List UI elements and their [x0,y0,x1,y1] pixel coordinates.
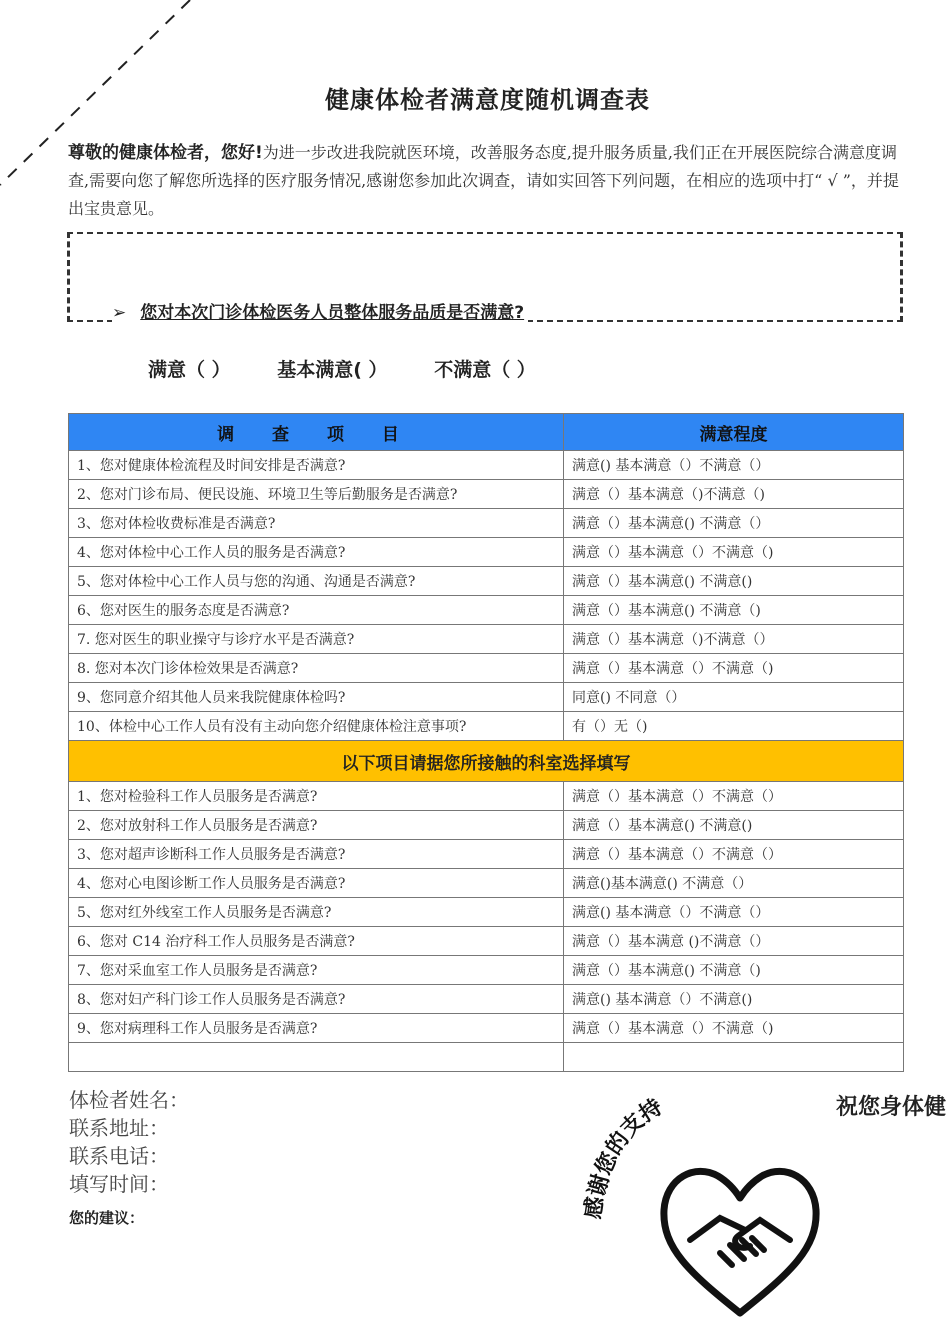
survey-answer-options[interactable]: 满意（）基本满意() 不满意（) [564,596,904,625]
survey-question: 8. 您对本次门诊体检效果是否满意? [69,654,564,683]
survey-question: 3、您对体检收费标准是否满意? [69,509,564,538]
dept-question: 1、您对检验科工作人员服务是否满意? [69,782,564,811]
overall-question [112,298,528,323]
survey-row [69,451,904,480]
dept-row [69,840,904,869]
dept-question: 4、您对心电图诊断工作人员服务是否满意? [69,869,564,898]
survey-question: 1、您对健康体检流程及时间安排是否满意? [69,451,564,480]
dept-question: 5、您对红外线室工作人员服务是否满意? [69,898,564,927]
dept-row [69,869,904,898]
option-basic-satisfied[interactable]: 基本满意( ） [277,359,388,381]
page-title: 健康体检者满意度随机调查表 [325,86,650,114]
survey-row [69,654,904,683]
dept-question: 3、您对超声诊断科工作人员服务是否满意? [69,840,564,869]
survey-question: 10、体检中心工作人员有没有主动向您介绍健康体检注意事项? [69,712,564,741]
header-item: 调 查 项 目 [69,414,564,451]
dept-row [69,898,904,927]
dept-answer-options[interactable]: 满意（）基本满意（）不满意（） [564,840,904,869]
empty-cell[interactable] [69,1043,564,1072]
dept-question: 8、您对妇产科门诊工作人员服务是否满意? [69,985,564,1014]
dept-answer-options[interactable]: 满意（）基本满意 ()不满意（） [564,927,904,956]
dept-answer-options[interactable]: 满意（）基本满意() 不满意() [564,811,904,840]
dept-row [69,782,904,811]
handshake-heart-icon [650,1148,830,1328]
phone-field-label[interactable]: 联系电话： [69,1144,169,1168]
dept-row [69,811,904,840]
survey-question: 2、您对门诊布局、便民设施、环境卫生等后勤服务是否满意? [69,480,564,509]
survey-answer-options[interactable]: 满意（）基本满意() 不满意() [564,567,904,596]
survey-answer-options[interactable]: 有（）无（) [564,712,904,741]
dept-answer-options[interactable]: 满意（）基本满意（）不满意（) [564,1014,904,1043]
dept-answer-options[interactable]: 满意()基本满意() 不满意（） [564,869,904,898]
empty-row [69,1043,904,1072]
name-field-label[interactable]: 体检者姓名： [69,1088,189,1112]
time-field-label[interactable]: 填写时间： [69,1172,169,1196]
overall-question-text: 您对本次门诊体检医务人员整体服务品质是否满意? [140,303,525,323]
survey-row [69,538,904,567]
greeting: 尊敬的健康体检者，您好! [68,143,263,163]
dept-question: 7、您对采血室工作人员服务是否满意? [69,956,564,985]
dept-question: 9、您对病理科工作人员服务是否满意? [69,1014,564,1043]
section-title: 以下项目请据您所接触的科室选择填写 [69,741,904,782]
option-satisfied[interactable]: 满意（ ） [148,359,231,381]
arrow-icon: ➢ [112,303,127,323]
dept-question: 6、您对 C14 治疗科工作人员服务是否满意? [69,927,564,956]
survey-row [69,509,904,538]
empty-cell[interactable] [564,1043,904,1072]
survey-row [69,683,904,712]
thanks-text: 感谢您的支持 [580,1094,668,1221]
survey-answer-options[interactable]: 满意（）基本满意（）不满意（) [564,654,904,683]
overall-options [148,355,576,382]
survey-answer-options[interactable]: 满意（）基本满意（)不满意（) [564,480,904,509]
wish-text: 祝您身体健 [836,1095,947,1120]
survey-question: 4、您对体检中心工作人员的服务是否满意? [69,538,564,567]
survey-answer-options[interactable]: 同意() 不同意（） [564,683,904,712]
address-field-label[interactable]: 联系地址： [69,1116,169,1140]
survey-question: 7. 您对医生的职业操守与诊疗水平是否满意? [69,625,564,654]
dept-row [69,927,904,956]
dept-answer-options[interactable]: 满意（）基本满意() 不满意（) [564,956,904,985]
advice-label[interactable]: 您的建议： [69,1209,145,1227]
table-header-row [69,414,904,451]
contact-block [69,1086,189,1232]
option-unsatisfied[interactable]: 不满意（ ） [434,359,536,381]
dept-answer-options[interactable]: 满意() 基本满意（）不满意（） [564,898,904,927]
survey-row [69,567,904,596]
survey-table [68,413,904,1072]
dept-answer-options[interactable]: 满意（）基本满意（）不满意（） [564,782,904,811]
survey-question: 5、您对体检中心工作人员与您的沟通、沟通是否满意? [69,567,564,596]
dept-row [69,1014,904,1043]
dept-question: 2、您对放射科工作人员服务是否满意? [69,811,564,840]
header-degree: 满意程度 [564,414,904,451]
survey-answer-options[interactable]: 满意（）基本满意（)不满意（） [564,625,904,654]
survey-answer-options[interactable]: 满意（）基本满意（）不满意（) [564,538,904,567]
intro-body: 为进一步改进我院就医环境，改善服务态度,提升服务质量,我们正在开展医院综合满意度调查,需要向您了解您所选择的医疗服务情况,感谢您参加此次调查，请如实回答下列问题，在相应的选项中打“ √ ”，并提出宝贵意见。 [68,143,899,218]
dept-answer-options[interactable]: 满意() 基本满意（）不满意() [564,985,904,1014]
dept-row [69,985,904,1014]
survey-row [69,712,904,741]
section-row [69,741,904,782]
survey-row [69,480,904,509]
intro-paragraph [68,139,908,223]
survey-question: 6、您对医生的服务态度是否满意? [69,596,564,625]
survey-question: 9、您同意介绍其他人员来我院健康体检吗? [69,683,564,712]
survey-answer-options[interactable]: 满意（）基本满意() 不满意（） [564,509,904,538]
survey-row [69,625,904,654]
survey-answer-options[interactable]: 满意() 基本满意（）不满意（） [564,451,904,480]
dept-row [69,956,904,985]
survey-row [69,596,904,625]
